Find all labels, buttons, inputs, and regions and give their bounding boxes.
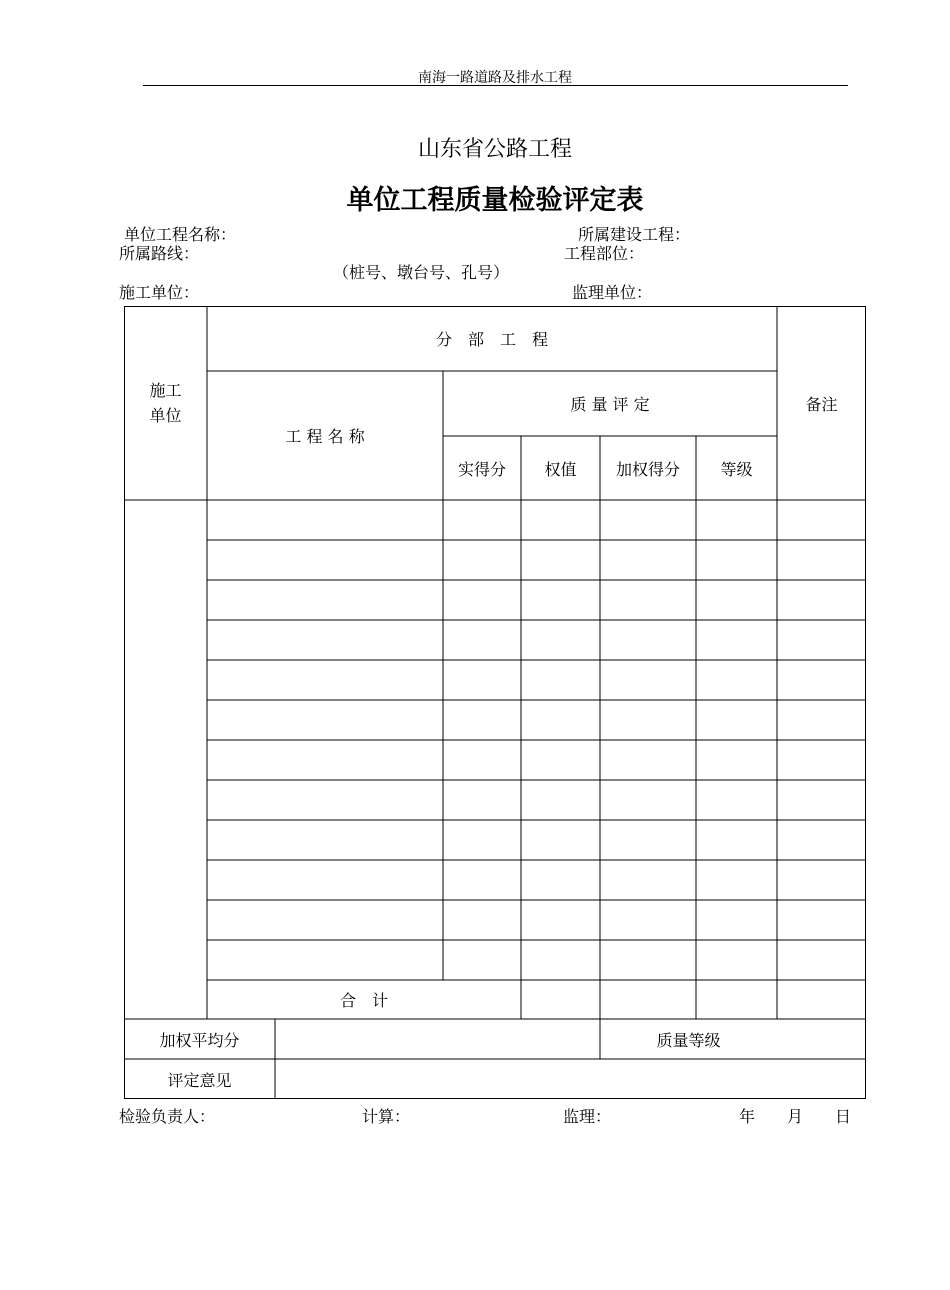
unit-project-name-label: 单位工程名称： (124, 225, 237, 244)
province-title: 山东省公路工程 (417, 137, 572, 162)
weight-header: 权值 (544, 459, 577, 479)
form-title: 单位工程质量检验评定表 (346, 185, 644, 216)
calculator-label: 计算： (362, 1107, 411, 1126)
weighted-score-header: 加权得分 (615, 459, 680, 479)
sub-project-header: 分 部 工 程 (435, 330, 548, 349)
contractor-label: 施工单位： (119, 283, 200, 302)
quality-grade-label: 质量等级 (656, 1030, 721, 1050)
supervision-label: 监理： (563, 1107, 612, 1126)
project-name-header: 工 程 名 称 (285, 427, 365, 446)
actual-score-header: 实得分 (457, 459, 506, 479)
running-header: 南海一路道路及排水工程 (418, 70, 572, 86)
total-label: 合 计 (339, 990, 388, 1010)
project-location-label: 工程部位： (564, 244, 645, 263)
location-hint: （桩号、墩台号、孔号） (333, 263, 510, 282)
evaluation-table (124, 306, 866, 1099)
weighted-avg-label: 加权平均分 (159, 1030, 240, 1050)
remarks-header: 备注 (805, 394, 838, 414)
inspector-label: 检验负责人： (119, 1107, 216, 1126)
evaluation-opinion-label: 评定意见 (167, 1070, 232, 1090)
route-label: 所属路线： (119, 244, 200, 263)
quality-eval-header: 质 量 评 定 (570, 395, 650, 414)
grade-header: 等级 (720, 459, 753, 479)
contractor-header: 施工 单位 (149, 381, 182, 425)
parent-project-label: 所属建设工程： (578, 225, 691, 244)
supervisor-label: 监理单位： (572, 283, 653, 302)
header-rule (143, 85, 848, 86)
date-label: 年 月 日 (739, 1107, 852, 1126)
